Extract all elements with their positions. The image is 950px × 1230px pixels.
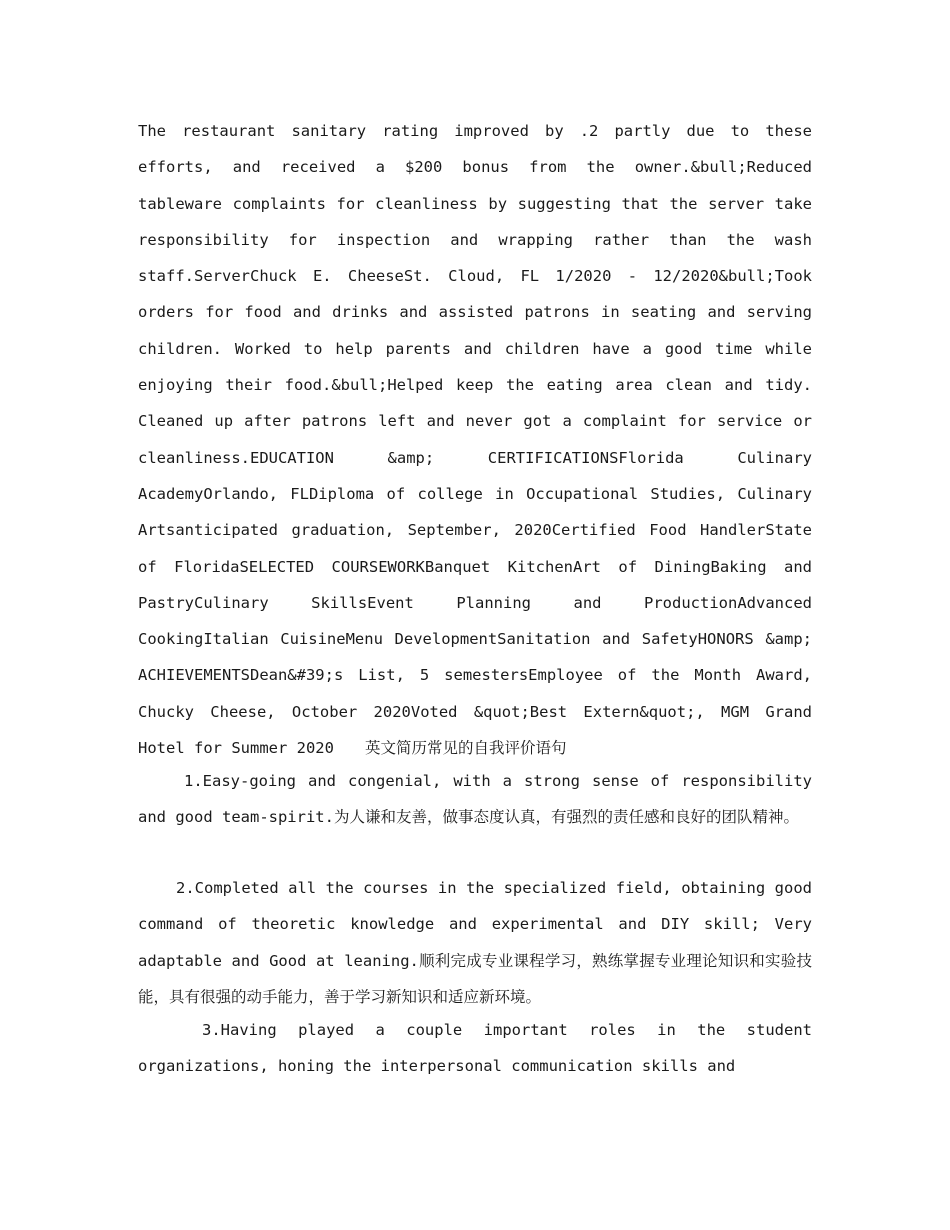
self-evaluation-item-1: 1.Easy-going and congenial, with a strong sense of responsibility and good team-spirit.为人谦和友善，做事态度认真，有强烈的责任感和良好的团队精神。 <box>138 772 812 827</box>
self-evaluation-item-2: 2.Completed all the courses in the specialized field, obtaining good command of theoretic knowledge and experimental and DIY skill; Very adaptable and Good at leaning.顺利完成专业课程学习，熟练掌握专业理论知识和实验技能，具有很强的动手能力，善于学习新知识和适应新环境。 <box>138 879 812 1006</box>
self-evaluation-item-3: 3.Having played a couple important roles in the student organizations, honing the interpersonal communication skills and <box>138 1021 812 1076</box>
body-paragraph-experience-education: The restaurant sanitary rating improved by .2 partly due to these efforts, and received a $200 bonus from the owner.&bull;Reduced tableware complaints for cleanliness by suggesting that the server take responsibility for inspection and wrapping rather than the wash staff.ServerChuck E. CheeseSt. Cloud, FL 1/2020 - 12/2020&bull;Took orders for food and drinks and assisted patrons in seating and serving children. Worked to help parents and children have a good time while enjoying their food.&bull;Helped keep the eating area clean and tidy. Cleaned up after patrons left and never got a complaint for service or cleanliness.EDUCATION &amp; CERTIFICATIONSFlorida Culinary AcademyOrlando, FLDiploma of college in Occupational Studies, Culinary Artsanticipated graduation, September, 2020Certified Food HandlerState of FloridaSELECTED COURSEWORKBanquet KitchenArt of DiningBaking and PastryCulinary SkillsEvent Planning and ProductionAdvanced CookingItalian CuisineMenu DevelopmentSanitation and SafetyHONORS &amp; ACHIEVEMENTSDean&#39;s List, 5 semestersEmployee of the Month Award, Chucky Cheese, October 2020Voted &quot;Best Extern&quot;, MGM Grand Hotel for Summer 2020 英文简历常见的自我评价语句 <box>138 122 812 758</box>
